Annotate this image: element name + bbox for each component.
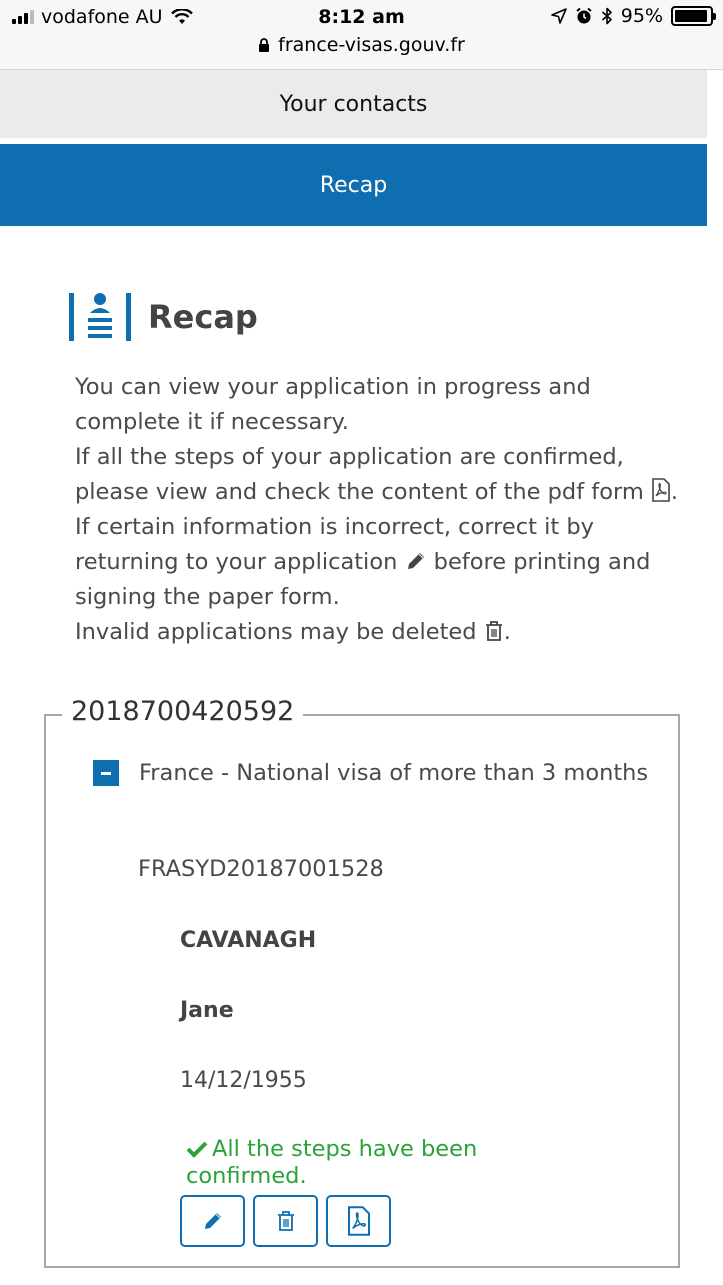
- check-icon: [186, 1140, 208, 1158]
- intro-line-1: You can view your application in progress and complete it if necessary.: [75, 374, 591, 435]
- pencil-icon: [405, 550, 427, 572]
- trash-icon: [484, 620, 504, 642]
- address-bar[interactable]: [0, 34, 723, 56]
- action-buttons: [180, 1195, 391, 1247]
- applicant-first-name: Jane: [180, 998, 234, 1023]
- alarm-icon: [575, 7, 593, 25]
- clock: 8:12 am: [318, 6, 405, 28]
- delete-button[interactable]: [253, 1195, 318, 1247]
- applicant-birth-date: 14/12/1955: [180, 1068, 307, 1093]
- status-bar: [0, 0, 723, 70]
- minus-icon: [101, 772, 111, 775]
- status-message: [186, 1136, 526, 1190]
- applicant-surname: CAVANAGH: [180, 928, 317, 953]
- page-heading: [68, 291, 258, 343]
- step-recap[interactable]: [0, 144, 707, 226]
- application-reference: FRASYD20187001528: [138, 856, 384, 882]
- battery-fill: [675, 10, 707, 22]
- step-your-contacts-label: Your contacts: [279, 91, 428, 117]
- bluetooth-icon: [601, 7, 613, 25]
- id-card-icon: [68, 291, 132, 343]
- visa-type: France - National visa of more than 3 months: [139, 760, 649, 786]
- step-recap-label: Recap: [319, 172, 388, 198]
- pdf-icon: [346, 1206, 372, 1236]
- application-number: 2018700420592: [62, 696, 303, 727]
- carrier-name: vodafone AU: [41, 6, 163, 28]
- page-title: Recap: [148, 298, 258, 336]
- intro-line-2: If all the steps of your application are confirmed, please view and check the content of the pdf form .: [75, 444, 679, 505]
- pdf-icon: [651, 478, 671, 502]
- visa-row: [93, 760, 648, 786]
- battery-percent: 95%: [620, 5, 663, 27]
- collapse-button[interactable]: [93, 760, 119, 786]
- pencil-icon: [202, 1210, 224, 1232]
- edit-button[interactable]: [180, 1195, 245, 1247]
- trash-icon: [276, 1210, 296, 1232]
- step-your-contacts[interactable]: [0, 70, 707, 138]
- status-right: [551, 5, 713, 27]
- intro-text: [75, 370, 695, 650]
- intro-line-4: Invalid applications may be deleted .: [75, 619, 511, 645]
- battery-icon: [671, 6, 713, 26]
- intro-line-3: If certain information is incorrect, correct it by returning to your application before printing and signing the paper form.: [75, 514, 651, 610]
- status-text: All the steps have been confirmed.: [186, 1136, 478, 1189]
- location-icon: [551, 8, 567, 24]
- url-text: france-visas.gouv.fr: [278, 34, 465, 56]
- lock-icon: [258, 38, 270, 53]
- pdf-button[interactable]: [326, 1195, 391, 1247]
